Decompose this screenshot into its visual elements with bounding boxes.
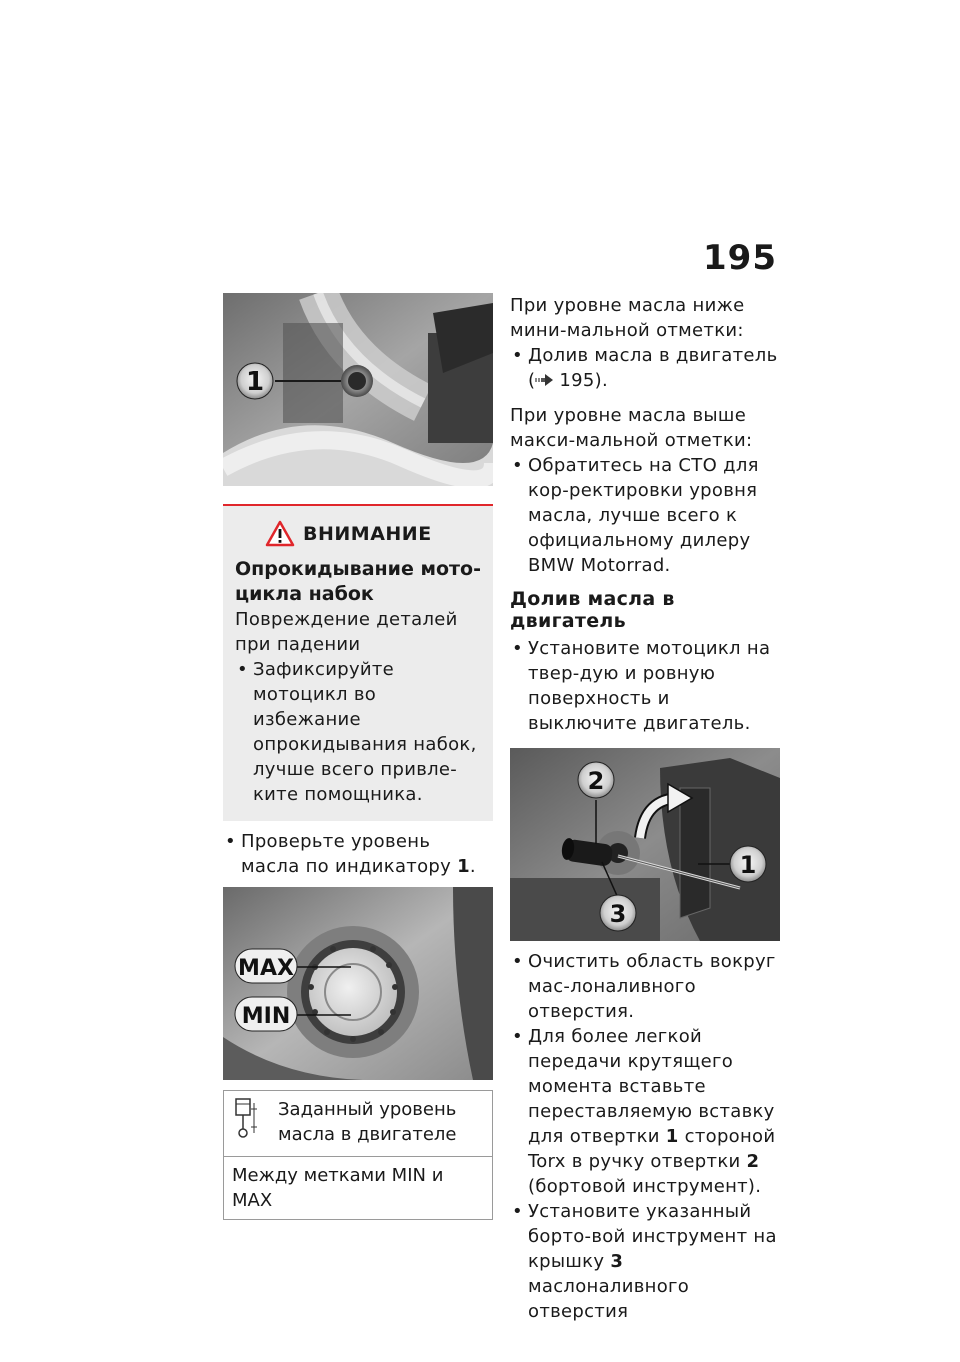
right-column	[510, 293, 780, 1324]
condition-low-text: При уровне масла ниже мини-мальной отметки:	[510, 295, 745, 341]
photo-oil-level-window	[223, 887, 493, 1080]
min-label: MIN	[241, 1004, 291, 1029]
check-step-ref: 1	[457, 856, 470, 877]
page-number: 195	[703, 238, 777, 278]
condition-low-list	[510, 343, 780, 393]
check-step-text: Проверьте уровень масла по индикатору	[241, 831, 458, 877]
oil-fill-tool-illustration	[510, 748, 780, 941]
fill-step-3	[510, 1199, 780, 1324]
warning-subtitle: Опрокидывание мото-цикла набок	[235, 558, 481, 605]
fill-step-2	[510, 1024, 780, 1199]
fill-step-2-ref-2: 2	[746, 1151, 760, 1172]
condition-high-list	[510, 453, 780, 578]
page-reference-arrow-icon	[535, 374, 553, 386]
photo-oil-window-location	[223, 293, 493, 486]
warning-triangle-icon	[265, 520, 295, 547]
warning-title: ВНИМАНИЕ	[303, 522, 432, 545]
photo3-callout-2: 2	[587, 767, 605, 795]
fill-step-1: • Очистить область вокруг мас-лоналивного отверстия.	[510, 949, 780, 1024]
warning-bullet: • Зафиксируйте мотоцикл во избежание опрокидывания набок, лучше всего привле-ките помощника.	[235, 657, 481, 807]
condition-low-bullet: • Долив масла в двигатель ( 195).	[510, 343, 780, 393]
photo-oil-fill-tool	[510, 748, 780, 941]
photo1-callout: 1	[245, 367, 265, 397]
left-column	[223, 293, 493, 1220]
section-intro-bullet: • Установите мотоцикл на твер-дую и ровную поверхность и выключите двигатель.	[510, 636, 780, 736]
condition-low-page-link[interactable]: 195).	[559, 370, 608, 391]
warning-bullet-list	[235, 657, 481, 807]
section-intro-list	[510, 636, 780, 736]
fill-steps-list	[510, 949, 780, 1324]
fill-step-2-ref-1: 1	[665, 1126, 679, 1147]
fill-step-2-text-a: Для более легкой передачи крутящего момента вставьте переставляемую вставку для отвертки	[528, 1026, 775, 1147]
max-label: MAX	[238, 956, 294, 981]
spec-table	[223, 1090, 493, 1220]
check-step-suffix: .	[469, 856, 476, 877]
condition-high-bullet: • Обратитесь на СТО для кор-ректировки уровня масла, лучше всего к официальному дилеру BMW Motorrad.	[510, 453, 780, 578]
fill-step-2-text-c: (бортовой инструмент).	[528, 1176, 762, 1197]
check-step	[223, 829, 493, 879]
warning-text: Повреждение деталей при падении	[235, 609, 458, 655]
condition-high-text: При уровне масла выше макси-мальной отметки:	[510, 405, 753, 451]
fill-step-3-text-b: маслоналивного отверстия	[528, 1276, 690, 1322]
spec-value: Между метками MIN и MAX	[232, 1165, 444, 1211]
condition-low-bullet-text: Долив масла в двигатель	[528, 345, 778, 366]
spec-label: Заданный уровень масла в двигателе	[270, 1091, 493, 1157]
spec-icon-cell	[224, 1091, 271, 1157]
fill-step-3-ref: 3	[610, 1251, 624, 1272]
piston-oil-icon	[232, 1097, 258, 1143]
section-title: Долив масла в двигатель	[510, 588, 675, 632]
engine-photo-illustration	[223, 293, 493, 486]
photo3-callout-3: 3	[609, 900, 627, 928]
photo3-callout-1: 1	[739, 851, 757, 879]
warning-box	[223, 504, 493, 821]
warning-header	[265, 520, 481, 547]
fill-step-2-text-b: стороной Torx в ручку отвертки	[528, 1126, 776, 1172]
oil-window-illustration	[223, 887, 493, 1080]
fill-step-3-text-a: Установите указанный борто-вой инструмент на крышку	[528, 1201, 777, 1272]
check-step-list	[223, 829, 493, 879]
